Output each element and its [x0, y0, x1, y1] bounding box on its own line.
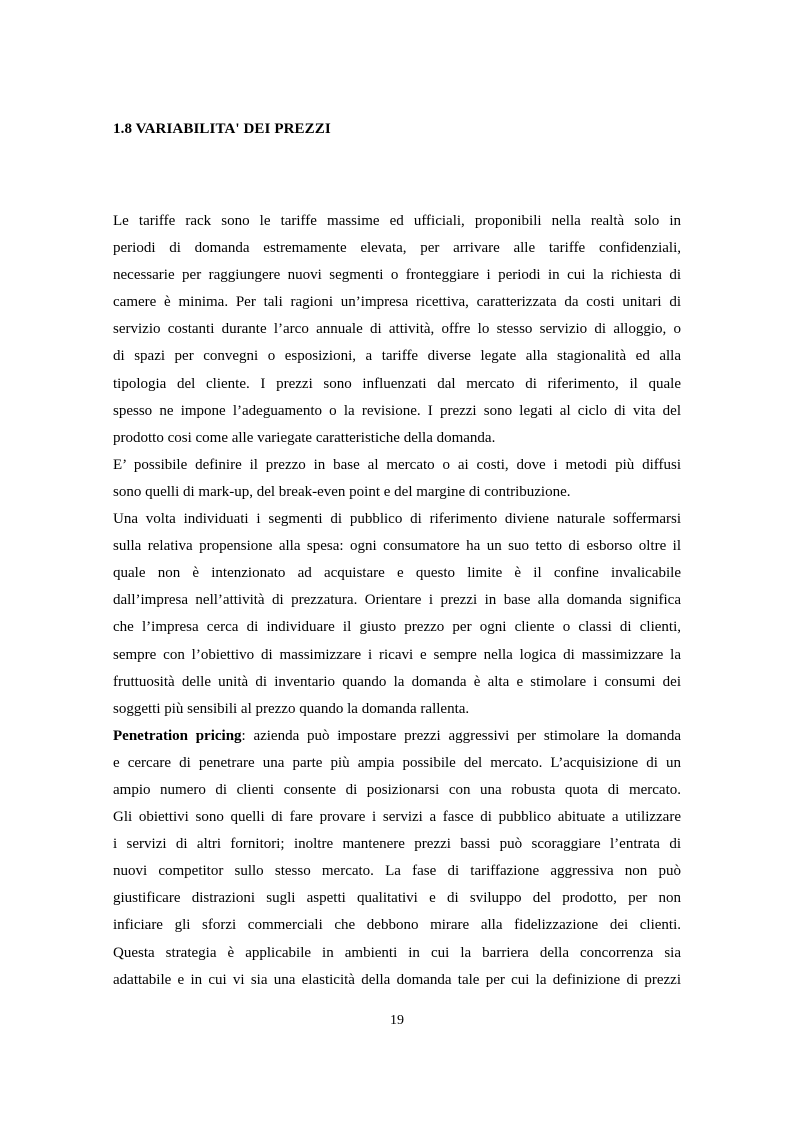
text-line — [113, 343, 681, 370]
line-text: e cercare di penetrare una parte più ampia possibile del mercato. L’acquisizione di un — [113, 754, 681, 771]
text-line — [113, 316, 681, 343]
text-line — [113, 885, 681, 912]
line-text: tipologia del cliente. I prezzi sono influenzati dal mercato di riferimento, il quale — [113, 375, 681, 392]
text-line — [113, 858, 681, 885]
line-text: dall’impresa nell’attività di prezzatura. Orientare i prezzi in base alla domanda significa — [113, 592, 681, 609]
text-line — [113, 912, 681, 939]
text-line — [113, 723, 681, 750]
text-line — [113, 235, 681, 262]
text-line — [113, 208, 681, 235]
line-text: prodotto cosi come alle variegate caratteristiche della domanda. — [113, 429, 496, 446]
text-line — [113, 371, 681, 398]
line-text: Gli obiettivi sono quelli di fare provare i servizi a fasce di pubblico abituate a utilizzare — [113, 809, 681, 826]
line-text: spesso ne impone l’adeguamento o la revisione. I prezzi sono legati al ciclo di vita del — [113, 402, 681, 419]
text-line — [113, 831, 681, 858]
line-text: ampio numero di clienti consente di posizionarsi con una robusta quota di mercato. — [113, 781, 681, 798]
text-line — [113, 506, 681, 533]
text-line — [113, 289, 681, 316]
line-text: periodi di domanda estremamente elevata, per arrivare alle tariffe confidenziali, — [113, 240, 681, 257]
line-text: E’ possibile definire il prezzo in base al mercato o ai costi, dove i metodi più diffusi — [113, 456, 681, 473]
line-text: che l’impresa cerca di individuare il giusto prezzo per ogni cliente o classi di clienti, — [113, 619, 681, 636]
text-line — [113, 479, 681, 506]
line-text: servizio costanti durante l’arco annuale di attività, offre lo stesso servizio di alloggio, o — [113, 321, 681, 338]
line-text: di spazi per convegni o esposizioni, a tariffe diverse legate alla stagionalità ed alla — [113, 348, 681, 365]
body-text — [113, 208, 681, 994]
line-text: camere è minima. Per tali ragioni un’impresa ricettiva, caratterizzata da costi unitari di — [113, 294, 681, 311]
line-text: giustificare distrazioni sugli aspetti qualitativi e di sviluppo del prodotto, per non — [113, 890, 681, 907]
page-number: 19 — [390, 1013, 404, 1028]
text-line — [113, 425, 681, 452]
line-text: fruttuosità delle unità di inventario quando la domanda è alta e stimolare i consumi dei — [113, 673, 681, 690]
text-line — [113, 560, 681, 587]
text-line — [113, 452, 681, 479]
line-text: sempre con l’obiettivo di massimizzare i ricavi e sempre nella logica di massimizzare la — [113, 646, 681, 663]
line-text: sono quelli di mark-up, del break-even point e del margine di contribuzione. — [113, 483, 571, 500]
line-text: i servizi di altri fornitori; inoltre mantenere prezzi bassi può scoraggiare l’entrata di — [113, 836, 681, 853]
text-line — [113, 587, 681, 614]
text-line — [113, 940, 681, 967]
text-line — [113, 967, 681, 994]
text-line — [113, 750, 681, 777]
line-text: : azienda può impostare prezzi aggressivi per stimolare la domanda — [241, 727, 681, 744]
text-line — [113, 777, 681, 804]
line-text: soggetti più sensibili al prezzo quando la domanda rallenta. — [113, 700, 470, 717]
text-line — [113, 262, 681, 289]
bold-term: Penetration pricing — [113, 727, 242, 744]
line-text: nuovi competitor sullo stesso mercato. La fase di tariffazione aggressiva non può — [113, 863, 681, 880]
line-text: necessarie per raggiungere nuovi segmenti o fronteggiare i periodi in cui la richiesta di — [113, 267, 681, 284]
line-text: Una volta individuati i segmenti di pubblico di riferimento diviene naturale soffermarsi — [113, 511, 681, 528]
line-text: Le tariffe rack sono le tariffe massime ed ufficiali, proponibili nella realtà solo in — [113, 213, 681, 229]
line-text: sulla relativa propensione alla spesa: ogni consumatore ha un suo tetto di esborso oltre il — [113, 538, 681, 555]
line-text: inficiare gli sforzi commerciali che debbono mirare alla fidelizzazione dei clienti. — [113, 917, 681, 934]
text-line — [113, 804, 681, 831]
text-line — [113, 669, 681, 696]
text-line — [113, 642, 681, 669]
line-text: adattabile e in cui vi sia una elasticità della domanda tale per cui la definizione di prezzi — [113, 971, 681, 988]
line-text: quale non è intenzionato ad acquistare e questo limite è il confine invalicabile — [113, 565, 681, 582]
section-heading: 1.8 VARIABILITA' DEI PREZZI — [113, 121, 331, 137]
text-line — [113, 614, 681, 641]
text-line — [113, 533, 681, 560]
line-text: Questa strategia è applicabile in ambienti in cui la barriera della concorrenza sia — [113, 944, 681, 961]
text-line — [113, 398, 681, 425]
text-line — [113, 696, 681, 723]
